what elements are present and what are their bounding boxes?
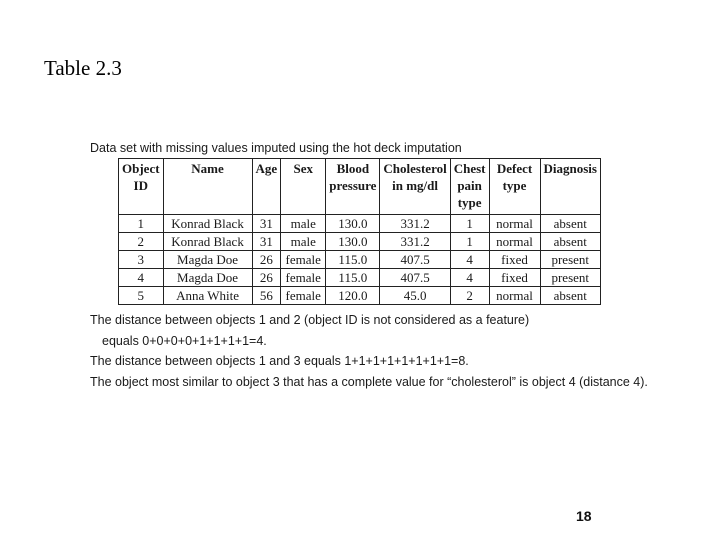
cell-object-id: 1	[119, 215, 164, 233]
header-line: Blood	[336, 161, 370, 176]
cell-name: Konrad Black	[163, 215, 252, 233]
header-line: Name	[191, 161, 224, 176]
cell-diagnosis: absent	[540, 215, 600, 233]
cell-chest-pain-type: 4	[450, 251, 489, 269]
cell-defect-type: normal	[489, 287, 540, 305]
cell-defect-type: normal	[489, 215, 540, 233]
table-figure	[90, 141, 670, 392]
header-line: type	[502, 178, 527, 193]
cell-object-id: 3	[119, 251, 164, 269]
cell-blood-pressure: 130.0	[326, 215, 380, 233]
cell-age: 26	[252, 269, 281, 287]
header-line: pain	[457, 178, 482, 193]
table-notes	[90, 310, 670, 392]
header-line: Sex	[293, 161, 313, 176]
table-row	[119, 215, 601, 233]
header-line: Defect	[496, 161, 533, 176]
cell-name: Konrad Black	[163, 233, 252, 251]
cell-blood-pressure: 115.0	[326, 269, 380, 287]
cell-defect-type: normal	[489, 233, 540, 251]
cell-cholesterol: 331.2	[380, 215, 450, 233]
header-line: Object	[122, 161, 160, 176]
cell-chest-pain-type: 2	[450, 287, 489, 305]
note-most-similar: The object most similar to object 3 that has a complete value for “cholesterol” is object 4 (distance 4).	[90, 374, 648, 389]
cell-name: Magda Doe	[163, 251, 252, 269]
header-line: Chest	[453, 161, 486, 176]
cell-sex: female	[281, 269, 326, 287]
cell-defect-type: fixed	[489, 251, 540, 269]
cell-cholesterol: 407.5	[380, 251, 450, 269]
table-row	[119, 251, 601, 269]
header-age	[252, 159, 281, 215]
cell-defect-type: fixed	[489, 269, 540, 287]
cell-age: 26	[252, 251, 281, 269]
note-distance-1-3: The distance between objects 1 and 3 equals 1+1+1+1+1+1+1+1=8.	[90, 354, 469, 368]
cell-sex: male	[281, 215, 326, 233]
cell-diagnosis: absent	[540, 287, 600, 305]
note-distance-1-2: The distance between objects 1 and 2 (object ID is not considered as a feature)	[90, 313, 530, 327]
cell-cholesterol: 407.5	[380, 269, 450, 287]
cell-chest-pain-type: 1	[450, 233, 489, 251]
table-caption: Data set with missing values imputed using the hot deck imputation	[90, 141, 462, 155]
header-diagnosis	[540, 159, 600, 215]
page-number: 18	[576, 508, 592, 524]
cell-cholesterol: 45.0	[380, 287, 450, 305]
cell-blood-pressure: 115.0	[326, 251, 380, 269]
table-row	[119, 233, 601, 251]
note-distance-1-2-sum: equals 0+0+0+0+1+1+1+1=4.	[102, 333, 267, 348]
cell-sex: male	[281, 233, 326, 251]
cell-object-id: 4	[119, 269, 164, 287]
header-object-id	[119, 159, 164, 215]
cell-name: Magda Doe	[163, 269, 252, 287]
data-table	[118, 158, 601, 305]
cell-blood-pressure: 130.0	[326, 233, 380, 251]
cell-age: 31	[252, 233, 281, 251]
header-line: ID	[133, 178, 148, 193]
table-row	[119, 269, 601, 287]
header-cholesterol	[380, 159, 450, 215]
header-row	[119, 159, 601, 215]
header-sex	[281, 159, 326, 215]
cell-diagnosis: absent	[540, 233, 600, 251]
header-line: pressure	[329, 178, 377, 193]
cell-sex: female	[281, 251, 326, 269]
cell-chest-pain-type: 1	[450, 215, 489, 233]
cell-age: 56	[252, 287, 281, 305]
slide-title: Table 2.3	[44, 56, 122, 80]
cell-object-id: 5	[119, 287, 164, 305]
cell-diagnosis: present	[540, 269, 600, 287]
cell-name: Anna White	[163, 287, 252, 305]
header-defect-type	[489, 159, 540, 215]
cell-object-id: 2	[119, 233, 164, 251]
cell-blood-pressure: 120.0	[326, 287, 380, 305]
header-name	[163, 159, 252, 215]
header-blood-pressure	[326, 159, 380, 215]
header-chest-pain-type	[450, 159, 489, 215]
table-row	[119, 287, 601, 305]
cell-chest-pain-type: 4	[450, 269, 489, 287]
header-line: in mg/dl	[392, 178, 439, 193]
header-line: type	[457, 195, 482, 210]
cell-diagnosis: present	[540, 251, 600, 269]
header-line: Age	[255, 161, 278, 176]
cell-sex: female	[281, 287, 326, 305]
cell-cholesterol: 331.2	[380, 233, 450, 251]
header-line: Diagnosis	[543, 161, 597, 176]
cell-age: 31	[252, 215, 281, 233]
header-line: Cholesterol	[383, 161, 447, 176]
